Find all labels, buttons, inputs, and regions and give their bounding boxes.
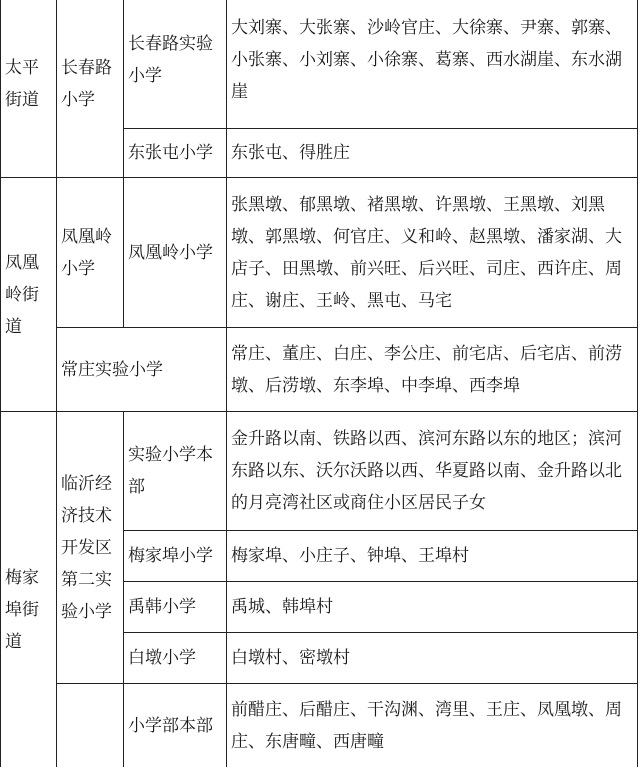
street-name-cell: 凤凰岭街道 (1, 178, 57, 412)
area-cell: 禹城、韩埠村 (227, 582, 638, 633)
table-row (1, 0, 638, 129)
area-cell: 白墩村、密墩村 (227, 633, 638, 684)
campus-name-cell: 小学部本部 (124, 684, 227, 767)
school-name-cell: 常庄实验小学 (57, 328, 227, 412)
campus-name-cell: 禹韩小学 (124, 582, 227, 633)
area-cell: 前醋庄、后醋庄、干沟渊、湾里、王庄、凤凰墩、周庄、东唐疃、西唐疃 (227, 684, 638, 767)
area-cell: 大刘寨、大张寨、沙岭官庄、大徐寨、尹寨、郭寨、小张寨、小刘寨、小徐寨、葛寨、西水湖崖、东水湖崖 (227, 0, 638, 129)
school-name-cell: 临沂经济技术开发区第二实验小学 (57, 412, 124, 684)
area-cell: 常庄、董庄、白庄、李公庄、前宅店、后宅店、前涝墩、后涝墩、东李埠、中李埠、西李埠 (227, 328, 638, 412)
street-name-cell: 太平街道 (1, 0, 57, 178)
school-name-cell (57, 684, 124, 767)
table-row (1, 328, 638, 412)
campus-name-cell: 长春路实验小学 (124, 0, 227, 129)
campus-name-cell: 东张屯小学 (124, 129, 227, 178)
campus-name-cell: 白墩小学 (124, 633, 227, 684)
school-name-cell: 凤凰岭小学 (57, 178, 124, 328)
area-cell: 金升路以南、铁路以西、滨河东路以东的地区；滨河东路以东、沃尔沃路以西、华夏路以南、金升路以北的月亮湾社区或商住小区居民子女 (227, 412, 638, 531)
campus-name-cell: 梅家埠小学 (124, 531, 227, 582)
campus-name-cell: 实验小学本部 (124, 412, 227, 531)
school-name-cell: 长春路小学 (57, 0, 124, 178)
area-cell: 东张屯、得胜庄 (227, 129, 638, 178)
table-row (1, 178, 638, 328)
area-cell: 张黑墩、郁黑墩、褚黑墩、许黑墩、王黑墩、刘黑墩、郭黑墩、何官庄、义和岭、赵黑墩、潘家湖、大店子、田黑墩、前兴旺、后兴旺、司庄、西许庄、周庄、谢庄、王岭、黑屯、马宅 (227, 178, 638, 328)
campus-name-cell: 凤凰岭小学 (124, 178, 227, 328)
street-name-cell: 梅家埠街道 (1, 412, 57, 767)
table-row (1, 684, 638, 767)
table-row (1, 412, 638, 531)
area-cell: 梅家埠、小庄子、钟埠、王埠村 (227, 531, 638, 582)
